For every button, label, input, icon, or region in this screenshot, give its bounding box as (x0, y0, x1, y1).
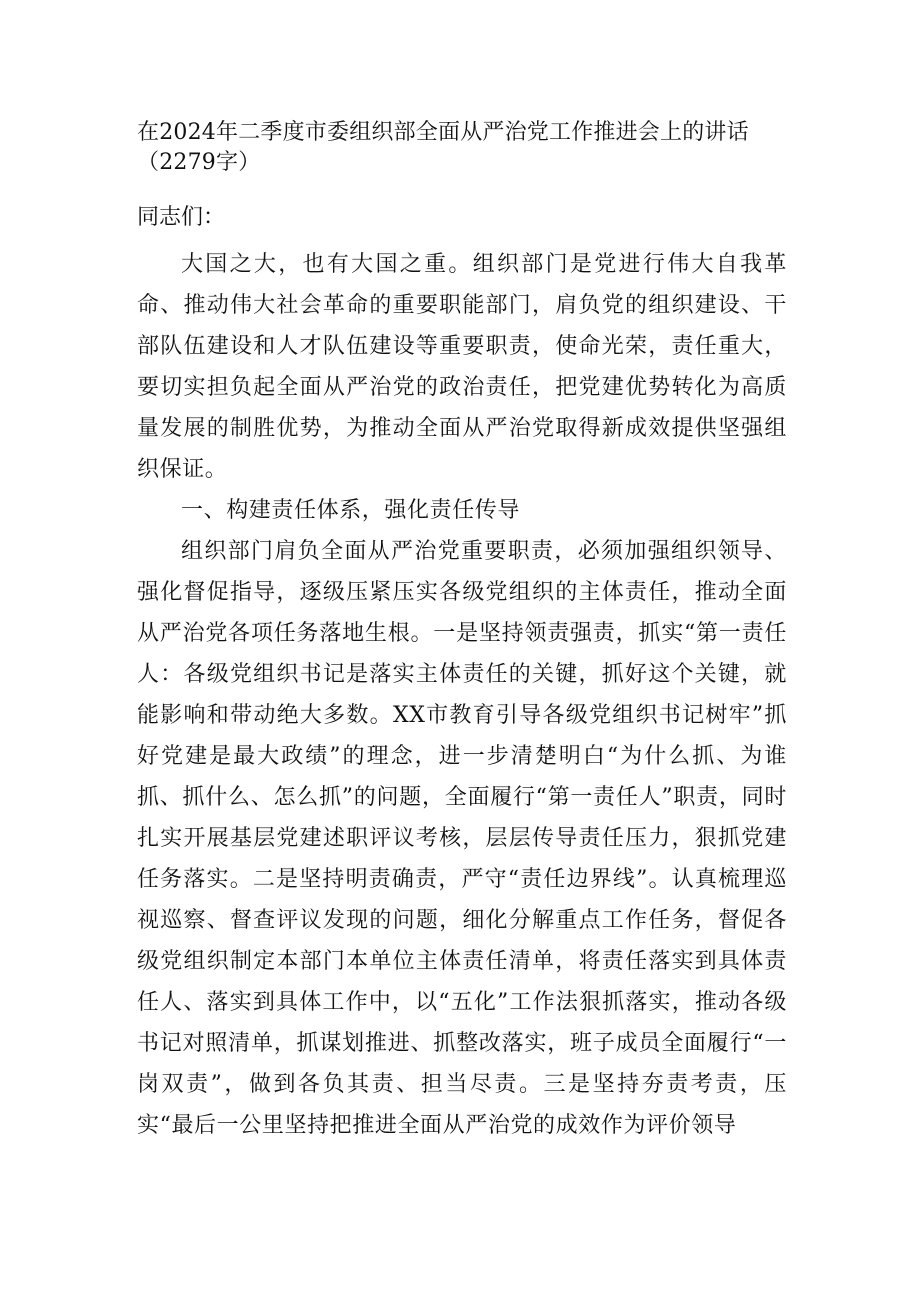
section-heading-1: 一、构建责任体系，强化责任传导 (181, 498, 521, 523)
paragraph-section-1: 组织部门肩负全面从严治党重要职责，必须加强组织领导、强化督促指导，逐级压紧压实各级党组织的主体责任，推动全面从严治党各项任务落地生根。一是坚持领责强责，抓实“第一责任人：各级党组织书记是落实主体责任的关键，抓好这个关键，就能影响和带动绝大多数。XX市教育引导各级党组织书记树牢”抓好党建是最大政绩”的理念，进一步清楚明白“为什么抓、为谁抓、抓什么、怎么抓”的问题，全面履行“第一责任人”职责，同时扎实开展基层党建述职评议考核，层层传导责任压力，狠抓党建任务落实。二是坚持明责确责，严守“责任边界线”。认真梳理巡视巡察、督查评议发现的问题，细化分解重点工作任务，督促各级党组织制定本部门本单位主体责任清单，将责任落实到具体责任人、落实到具体工作中，以“五化”工作法狠抓落实，推动各级书记对照清单，抓谋划推进、抓整改落实，班子成员全面履行“一岗双责”，做到各负其责、担当尽责。三是坚持夯责考责，压实“最后一公里坚持把推进全面从严治党的成效作为评价领导 (137, 539, 787, 1138)
greeting: 同志们： (137, 205, 226, 230)
document-title: 在2024年二季度市委组织部全面从严治党工作推进会上的讲话（2279字） (137, 120, 749, 175)
document-body (137, 244, 787, 1146)
paragraph-intro: 大国之大，也有大国之重。组织部门是党进行伟大自我革命、推动伟大社会革命的重要职能部门，肩负党的组织建设、干部队伍建设和人才队伍建设等重要职责，使命光荣，责任重大，要切实担负起全面从严治党的政治责任，把党建优势转化为高质量发展的制胜优势，为推动全面从严治党取得新成效提供坚强组织保证。 (137, 252, 787, 482)
